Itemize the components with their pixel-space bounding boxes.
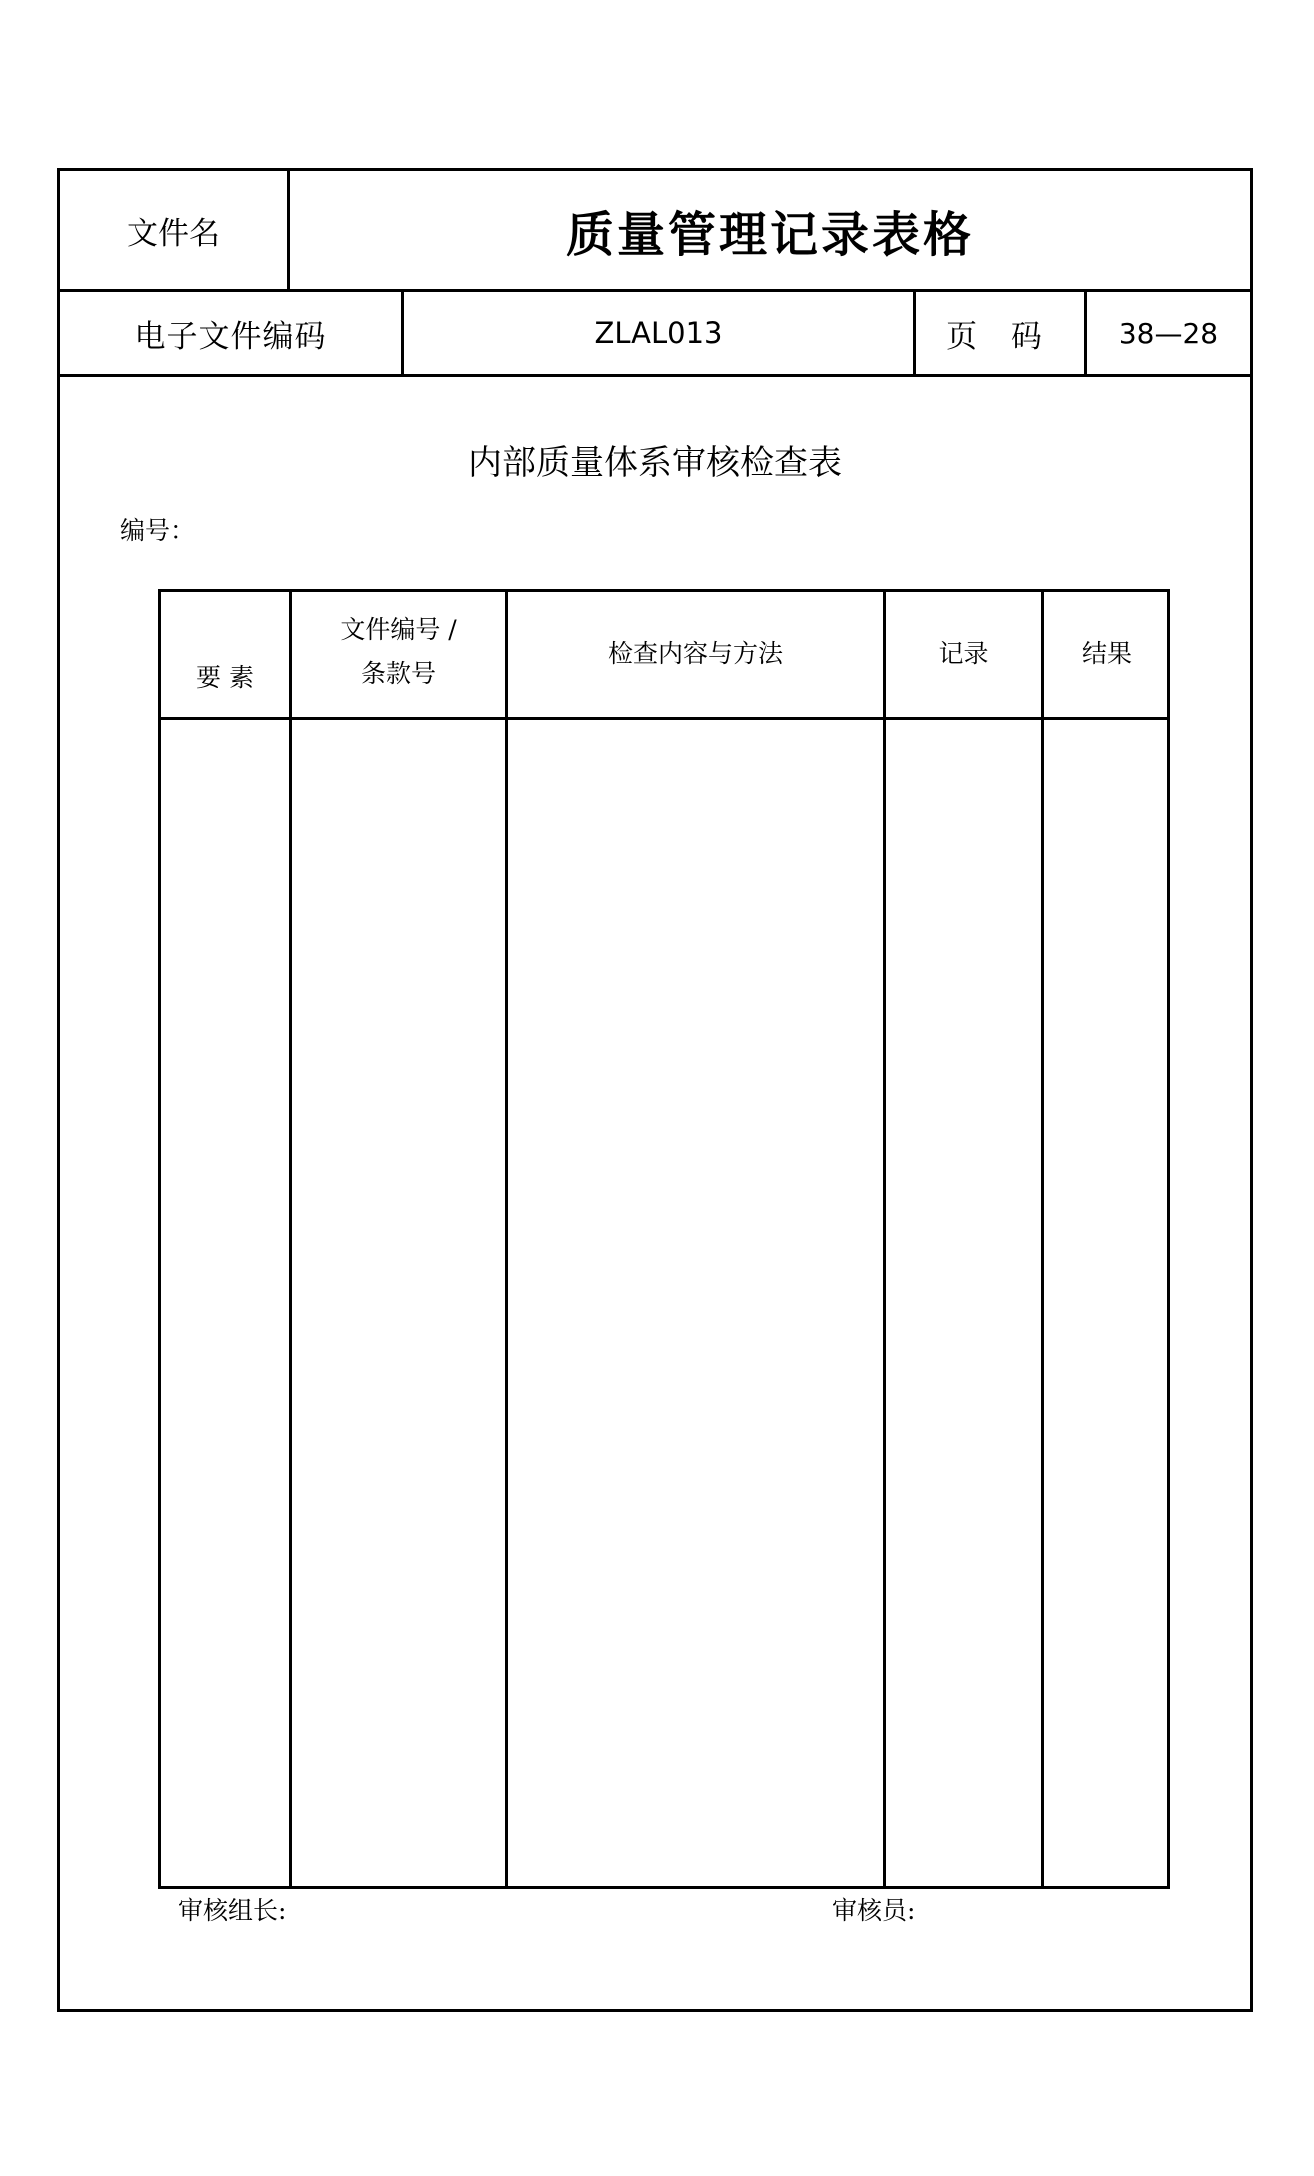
auditor-label: 审核员: (832, 1896, 916, 1925)
column-header-element: 要 素 (196, 663, 254, 692)
header-row-code (60, 292, 1250, 377)
column-header-clause-line1: 文件编号 / (340, 615, 457, 644)
column-divider (289, 592, 292, 1886)
header-divider (161, 717, 1167, 720)
column-divider (505, 592, 508, 1886)
column-header-result: 结果 (1081, 639, 1132, 668)
file-code-value: ZLAL013 (404, 292, 916, 374)
page-number-value: 38—28 (1118, 316, 1219, 350)
file-code-label: 电子文件编码 (60, 292, 404, 374)
audit-checklist-table (158, 589, 1170, 1889)
header-row-title (60, 171, 1250, 292)
column-divider (883, 592, 886, 1886)
record-form-frame (57, 168, 1253, 2012)
form-title: 内部质量体系审核检查表 (468, 443, 842, 483)
column-header-method: 检查内容与方法 (607, 639, 783, 668)
page-number-label: 页 码 (916, 292, 1087, 374)
doc-name-label: 文件名 (60, 171, 290, 289)
doc-title: 质量管理记录表格 (565, 206, 974, 263)
column-divider (1041, 592, 1044, 1886)
column-header-clause-line2: 条款号 (360, 659, 436, 688)
column-header-record: 记录 (938, 639, 989, 668)
audit-leader-label: 审核组长: (178, 1896, 287, 1925)
serial-number-label: 编号： (120, 516, 196, 545)
